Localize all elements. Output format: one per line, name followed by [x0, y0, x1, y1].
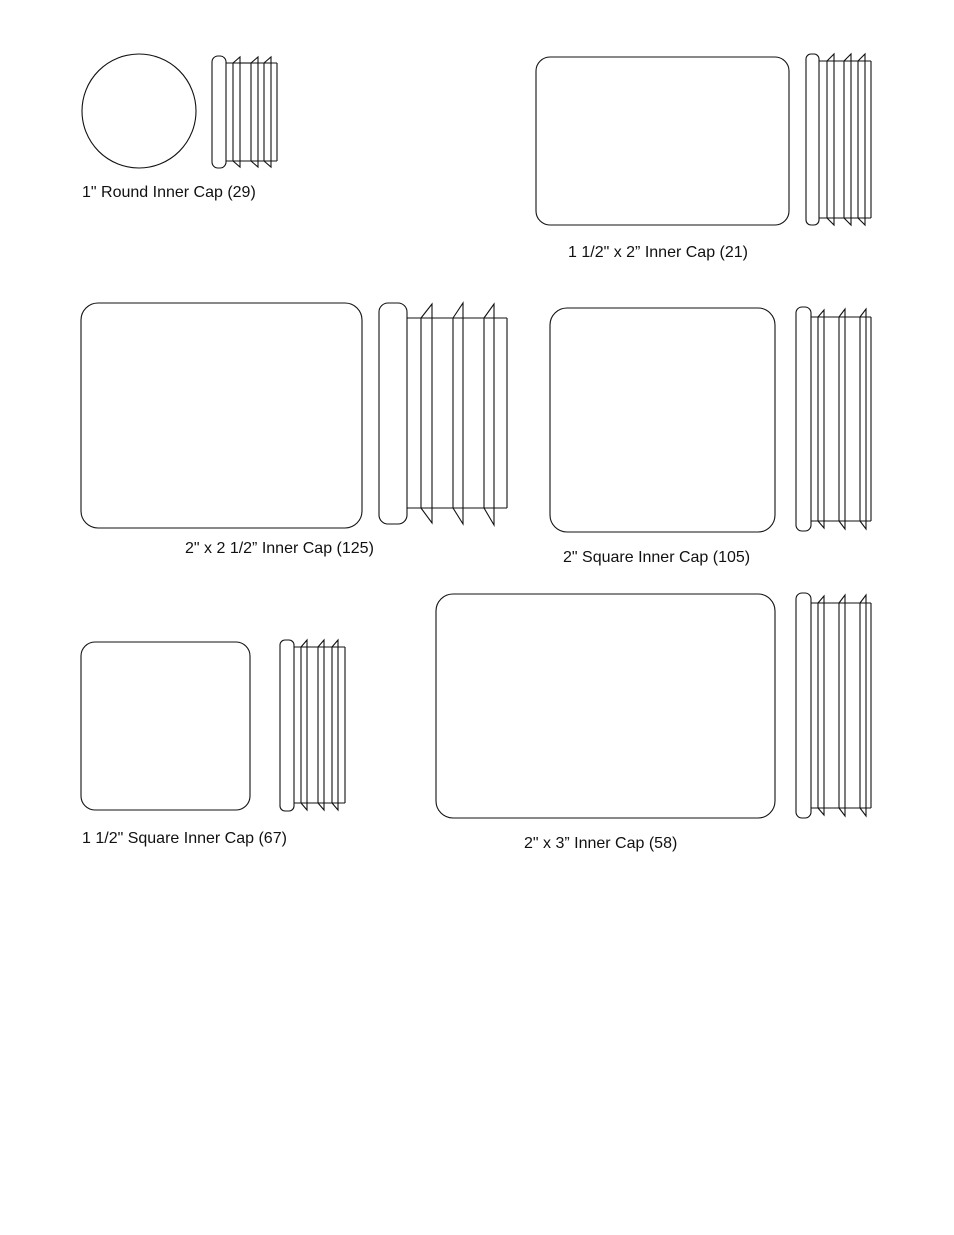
- part-round-1in: [82, 54, 277, 168]
- round-cap-top-view: [82, 54, 196, 168]
- square-cap-side-view: [280, 640, 345, 811]
- rect-cap-side-view: [806, 54, 871, 225]
- rect-cap-top-view: [536, 57, 789, 225]
- part-2x3in: [436, 593, 871, 818]
- label-round-1in: 1" Round Inner Cap (29): [82, 184, 256, 201]
- square-cap-top-view: [81, 642, 250, 810]
- label-1-5x2in: 1 1/2" x 2” Inner Cap (21): [568, 244, 748, 261]
- rect-cap-side-view: [796, 593, 871, 818]
- part-1-5in-square: [81, 640, 345, 811]
- square-cap-side-view: [796, 307, 871, 531]
- rect-cap-top-view: [436, 594, 775, 818]
- part-1-5x2in: [536, 54, 871, 225]
- label-2x3in: 2" x 3” Inner Cap (58): [524, 835, 678, 852]
- rect-cap-side-view: [379, 303, 507, 525]
- square-cap-top-view: [550, 308, 775, 532]
- round-cap-side-view: [212, 56, 277, 168]
- part-2in-square: [550, 307, 871, 532]
- label-1-5in-square: 1 1/2" Square Inner Cap (67): [82, 830, 287, 847]
- label-2in-square: 2" Square Inner Cap (105): [563, 549, 751, 566]
- label-2x2-5in: 2" x 2 1/2” Inner Cap (125): [185, 540, 374, 557]
- part-2x2-5in: [81, 303, 507, 528]
- rect-cap-top-view: [81, 303, 362, 528]
